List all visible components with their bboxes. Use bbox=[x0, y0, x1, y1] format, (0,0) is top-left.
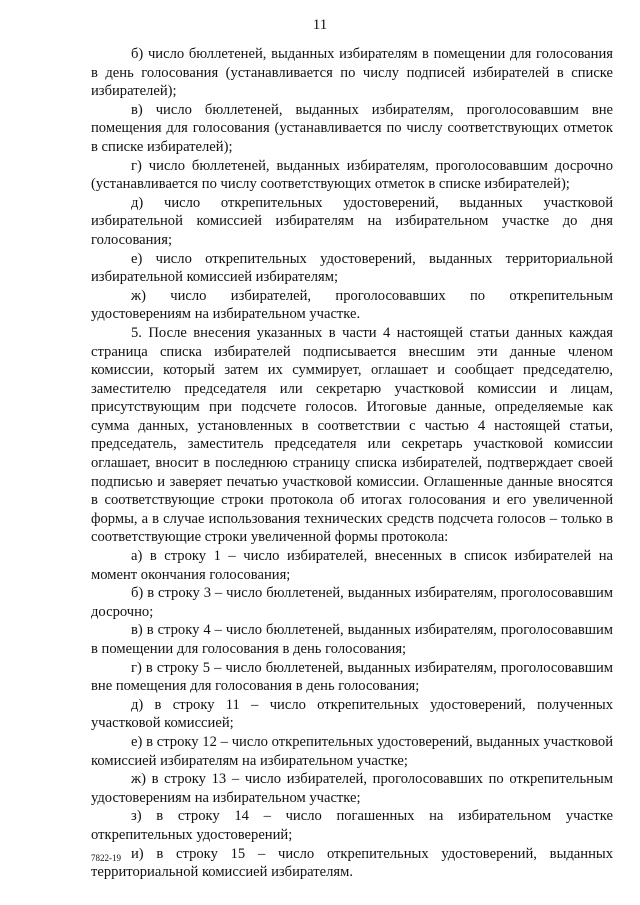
document-body bbox=[91, 45, 613, 882]
paragraph-b: б) число бюллетеней, выданных избирателям в помещении для голосования в день голосования (устанавливается по числу подписей избирателей в списке избирателей); bbox=[91, 46, 613, 100]
paragraph-d: д) число открепительных удостоверений, выданных участковой избирательной комиссией избирателям на избирательном участке до дня голосования; bbox=[91, 194, 613, 248]
list-item-d: д) в строку 11 – число открепительных удостоверений, полученных участковой комиссией; bbox=[91, 696, 613, 732]
document-code: 7822-19 bbox=[91, 853, 121, 863]
list-item-i: и) в строку 15 – число открепительных удостоверений, выданных территориальной комиссией избирателям. bbox=[91, 845, 613, 881]
paragraph-zh: ж) число избирателей, проголосовавших по открепительным удостоверениям на избирательном участке. bbox=[91, 287, 613, 323]
list-item-g: г) в строку 5 – число бюллетеней, выданных избирателям, проголосовавшим вне помещения для голосования в день голосования; bbox=[91, 659, 613, 695]
paragraph-5: 5. После внесения указанных в части 4 настоящей статьи данных каждая страница списка избирателей подписывается внесшим эти данные членом комиссии, который затем их суммирует, оглашает и сообщает председателю, заместителю председателя или секретарю участковой комиссии и лицам, присутствующим при подсчете голосов. Итоговые данные, определяемые как сумма данных, установленных в соответствии с частью 4 настоящей статьи, председатель, заместитель председателя или секретарь участковой комиссии оглашает, вносит в последнюю страницу списка избирателей, подтверждает своей подписью и заверяет печатью участковой комиссии. Оглашенные данные вносятся в соответствующие строки протокола об итогах голосования и его увеличенной формы, а в случае использования технических средств подсчета голосов – только в соответствующие строки увеличенной формы протокола: bbox=[91, 324, 613, 546]
list-item-z: з) в строку 14 – число погашенных на избирательном участке открепительных удостоверений; bbox=[91, 808, 613, 843]
list-item-b: б) в строку 3 – число бюллетеней, выданных избирателям, проголосовавшим досрочно; bbox=[91, 585, 613, 620]
paragraph-v: в) число бюллетеней, выданных избирателям, проголосовавшим вне помещения для голосования (устанавливается по числу соответствующих отметок в списке избирателей); bbox=[91, 101, 613, 155]
list-item-e: е) в строку 12 – число открепительных удостоверений, выданных участковой комиссией избирателям на избирательном участке; bbox=[91, 733, 613, 769]
paragraph-g: г) число бюллетеней, выданных избирателям, проголосовавшим досрочно (устанавливается по числу соответствующих отметок в списке избирателей); bbox=[91, 157, 613, 193]
page-number: 11 bbox=[312, 17, 328, 33]
list-item-zh: ж) в строку 13 – число избирателей, проголосовавших по открепительным удостоверениям на избирательном участке; bbox=[91, 771, 613, 806]
paragraph-e: е) число открепительных удостоверений, выданных территориальной избирательной комиссией избирателям; bbox=[91, 250, 613, 286]
list-item-v: в) в строку 4 – число бюллетеней, выданных избирателям, проголосовавшим в помещении для голосования в день голосования; bbox=[91, 622, 613, 657]
list-item-a: а) в строку 1 – число избирателей, внесенных в список избирателей на момент окончания голосования; bbox=[91, 548, 613, 583]
